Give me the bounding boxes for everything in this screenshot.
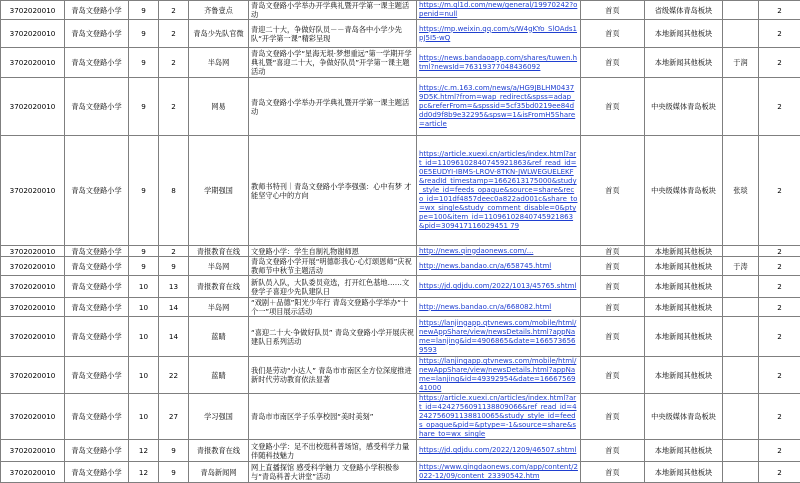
month-cell: 9 xyxy=(129,136,159,246)
url-link[interactable]: https://www.qingdaonews.com/app/content/2022-12/09/content_23390542.htm xyxy=(417,462,581,483)
url-link[interactable]: https://lanjingapp.qtvnews.com/mobile/html/newAppShare/view/newsDetails.html?appName=lanjing&id=49392954&date=1666756941000 xyxy=(417,357,581,394)
day-cell: 14 xyxy=(159,317,189,357)
day-cell: 2 xyxy=(159,78,189,136)
school-name-cell: 青岛文登路小学 xyxy=(65,257,129,276)
page-cell: 首页 xyxy=(581,462,645,483)
school-code-cell: 3702020010 xyxy=(1,246,65,257)
table-row xyxy=(1,20,800,48)
media-cell: 学习强国 xyxy=(189,394,249,440)
table-row xyxy=(1,317,800,357)
school-name-cell: 青岛文登路小学 xyxy=(65,317,129,357)
school-code-cell: 3702020010 xyxy=(1,317,65,357)
count-cell: 2 xyxy=(759,246,800,257)
url-link[interactable]: https://jd.qdjdu.com/2022/1209/46507.shtml xyxy=(417,440,581,462)
month-cell: 12 xyxy=(129,462,159,483)
title-cell: 网上直播探馆 感受科学魅力 文登路小学积极参与“青岛科普大讲堂”活动 xyxy=(249,462,417,483)
day-cell: 2 xyxy=(159,20,189,48)
page-cell: 首页 xyxy=(581,440,645,462)
table-row xyxy=(1,48,800,78)
media-cell: 青岛新闻网 xyxy=(189,462,249,483)
page-cell: 首页 xyxy=(581,48,645,78)
media-cell: 学期强国 xyxy=(189,136,249,246)
table-row xyxy=(1,1,800,20)
day-cell: 27 xyxy=(159,394,189,440)
section-cell: 本地新闻其他板块 xyxy=(645,462,723,483)
count-cell: 2 xyxy=(759,48,800,78)
person-cell xyxy=(723,317,759,357)
person-cell xyxy=(723,1,759,20)
person-cell: 张琰 xyxy=(723,136,759,246)
title-cell: 文登路小学：学生自制礼物谢师恩 xyxy=(249,246,417,257)
month-cell: 9 xyxy=(129,257,159,276)
table-row xyxy=(1,357,800,394)
title-cell: 青迎二十大，争做好队员－－青岛各中小学少先队“开学第一课”精彩呈现 xyxy=(249,20,417,48)
media-cell: 齐鲁壹点 xyxy=(189,1,249,20)
table-row xyxy=(1,276,800,298)
school-name-cell: 青岛文登路小学 xyxy=(65,20,129,48)
url-link[interactable]: https://news.bandaoapp.com/shares/tuwen.html?newsId=76319377048436092 xyxy=(417,48,581,78)
school-code-cell: 3702020010 xyxy=(1,357,65,394)
person-cell xyxy=(723,276,759,298)
school-code-cell: 3702020010 xyxy=(1,298,65,317)
title-cell: 我们是劳动“小达人” 青岛市市南区全方位深度推进新时代劳动教育依法显著 xyxy=(249,357,417,394)
section-cell: 本地新闻其他板块 xyxy=(645,20,723,48)
count-cell: 2 xyxy=(759,357,800,394)
month-cell: 9 xyxy=(129,246,159,257)
school-code-cell: 3702020010 xyxy=(1,257,65,276)
section-cell: 中央级媒体青岛板块 xyxy=(645,136,723,246)
count-cell: 2 xyxy=(759,136,800,246)
person-cell xyxy=(723,298,759,317)
count-cell: 2 xyxy=(759,78,800,136)
month-cell: 9 xyxy=(129,48,159,78)
count-cell: 2 xyxy=(759,257,800,276)
title-cell: 青岛文登路小学举办开学典礼暨开学第一课主题活动 xyxy=(249,1,417,20)
media-cell: 蓝睛 xyxy=(189,317,249,357)
table-row xyxy=(1,440,800,462)
person-cell xyxy=(723,78,759,136)
table-body xyxy=(1,1,800,483)
school-name-cell: 青岛文登路小学 xyxy=(65,357,129,394)
url-link[interactable]: http://news.bandao.cn/a/668082.html xyxy=(417,298,581,317)
day-cell: 22 xyxy=(159,357,189,394)
count-cell: 2 xyxy=(759,440,800,462)
day-cell: 9 xyxy=(159,440,189,462)
url-link[interactable]: https://mp.weixin.qq.com/s/W4gKYo_SlOAds1pJ5I5-wQ xyxy=(417,20,581,48)
school-name-cell: 青岛文登路小学 xyxy=(65,298,129,317)
school-code-cell: 3702020010 xyxy=(1,20,65,48)
count-cell: 2 xyxy=(759,20,800,48)
school-code-cell: 3702020010 xyxy=(1,78,65,136)
title-cell: “戏剧＋品德”阳光少年行 青岛文登路小学举办“十个一”项目展示活动 xyxy=(249,298,417,317)
school-name-cell: 青岛文登路小学 xyxy=(65,136,129,246)
count-cell: 2 xyxy=(759,394,800,440)
school-name-cell: 青岛文登路小学 xyxy=(65,440,129,462)
media-cell: 半岛网 xyxy=(189,257,249,276)
day-cell: 8 xyxy=(159,136,189,246)
school-code-cell: 3702020010 xyxy=(1,136,65,246)
month-cell: 10 xyxy=(129,317,159,357)
title-cell: 文登路小学：足不出校逛科普场馆，感受科学力量伴随科技魅力 xyxy=(249,440,417,462)
day-cell: 2 xyxy=(159,1,189,20)
media-cell: 蓝睛 xyxy=(189,357,249,394)
school-name-cell: 青岛文登路小学 xyxy=(65,48,129,78)
count-cell: 2 xyxy=(759,1,800,20)
page-cell: 首页 xyxy=(581,136,645,246)
title-cell: 青岛文登路小学举办开学典礼暨开学第一课主题活动 xyxy=(249,78,417,136)
month-cell: 9 xyxy=(129,78,159,136)
url-link[interactable]: https://c.m.163.com/news/a/HG9JBLHM04379D5K.html?from=wap_redirect&spss=adap_pc&referFrom=&spssid=5cf35bd0219ee84ddd0d9f8b9e32295&spsw=1&isFromH5Share=article xyxy=(417,78,581,136)
person-cell xyxy=(723,20,759,48)
url-link[interactable]: http://news.bandao.cn/a/658745.html xyxy=(417,257,581,276)
page-cell: 首页 xyxy=(581,357,645,394)
media-cell: 青报教育在线 xyxy=(189,440,249,462)
page-cell: 首页 xyxy=(581,298,645,317)
title-cell: “喜迎二十大·争做好队员” 青岛文登路小学开展庆祝建队日系列活动 xyxy=(249,317,417,357)
section-cell: 本地新闻其他板块 xyxy=(645,317,723,357)
school-code-cell: 3702020010 xyxy=(1,1,65,20)
table-row xyxy=(1,136,800,246)
table-row xyxy=(1,78,800,136)
school-code-cell: 3702020010 xyxy=(1,394,65,440)
title-cell: 教师书特刊｜青岛文登路小学李强强：心中有梦 才能坚守心中的方向 xyxy=(249,136,417,246)
school-code-cell: 3702020010 xyxy=(1,440,65,462)
table-row xyxy=(1,462,800,483)
page-cell: 首页 xyxy=(581,317,645,357)
person-cell xyxy=(723,462,759,483)
day-cell: 13 xyxy=(159,276,189,298)
table-row xyxy=(1,246,800,257)
school-name-cell: 青岛文登路小学 xyxy=(65,246,129,257)
school-code-cell: 3702020010 xyxy=(1,462,65,483)
person-cell xyxy=(723,246,759,257)
count-cell: 2 xyxy=(759,462,800,483)
month-cell: 9 xyxy=(129,1,159,20)
title-cell: 新队员入队，大队委员竞选，打开红色基地……文登学子喜迎少先队建队日 xyxy=(249,276,417,298)
day-cell: 2 xyxy=(159,48,189,78)
url-link[interactable]: http://news.qingdaonews.com/... xyxy=(417,246,581,257)
url-link[interactable]: https://article.xuexi.cn/articles/index.html?art_id=4242756091138809066&ref_read_id=4242756091138810065&study_style_id=feeds_opaque&pid=&ptype=-1&source=share&share_to=wx_single xyxy=(417,394,581,440)
school-name-cell: 青岛文登路小学 xyxy=(65,78,129,136)
month-cell: 10 xyxy=(129,298,159,317)
page-cell: 首页 xyxy=(581,1,645,20)
section-cell: 本地新闻其他板块 xyxy=(645,257,723,276)
page-cell: 首页 xyxy=(581,257,645,276)
school-name-cell: 青岛文登路小学 xyxy=(65,1,129,20)
media-cell: 青报教育在线 xyxy=(189,276,249,298)
person-cell: 于涛 xyxy=(723,257,759,276)
section-cell: 本地新闻其他板块 xyxy=(645,276,723,298)
media-cell: 青报教育在线 xyxy=(189,246,249,257)
table-row xyxy=(1,298,800,317)
school-name-cell: 青岛文登路小学 xyxy=(65,394,129,440)
url-link[interactable]: https://jd.qdjdu.com/2022/1013/45765.shtml xyxy=(417,276,581,298)
person-cell xyxy=(723,357,759,394)
title-cell: 青岛文登路小学“星海无垠·梦想重远”第一学期开学典礼暨“喜迎二十大，争做好队员”开学第一课主题活动 xyxy=(249,48,417,78)
media-cell: 青岛少先队官微 xyxy=(189,20,249,48)
page-cell: 首页 xyxy=(581,20,645,48)
section-cell: 本地新闻其他板块 xyxy=(645,298,723,317)
count-cell: 2 xyxy=(759,317,800,357)
day-cell: 2 xyxy=(159,246,189,257)
count-cell: 2 xyxy=(759,298,800,317)
section-cell: 本地新闻其他板块 xyxy=(645,440,723,462)
day-cell: 9 xyxy=(159,462,189,483)
count-cell: 2 xyxy=(759,276,800,298)
page-cell: 首页 xyxy=(581,246,645,257)
school-name-cell: 青岛文登路小学 xyxy=(65,462,129,483)
media-cell: 半岛网 xyxy=(189,48,249,78)
month-cell: 10 xyxy=(129,357,159,394)
person-cell xyxy=(723,440,759,462)
url-link[interactable]: https://article.xuexi.cn/articles/index.html?art_id=11096102840745921863&ref_read_id=0E5EUDYI-IBMS-LROV-8TKN-JWLWEGUELEKF&readId_timestamp=1662613175000&study_style_id=feeds_opaque&source=share&reco_id=101df4857deec0a822ad001c&share_to=wx_single&study_comment_disable=0&ptype=100&item_id=11096102840745921863&pid=309417116029451 79 xyxy=(417,136,581,246)
page-cell: 首页 xyxy=(581,78,645,136)
section-cell: 中央级媒体青岛板块 xyxy=(645,78,723,136)
table-row xyxy=(1,257,800,276)
page-cell: 首页 xyxy=(581,276,645,298)
url-link[interactable]: https://m.ql1d.com/new/general/19970242?openid=null xyxy=(417,1,581,20)
day-cell: 14 xyxy=(159,298,189,317)
month-cell: 10 xyxy=(129,394,159,440)
day-cell: 9 xyxy=(159,257,189,276)
url-link[interactable]: https://lanjingapp.qtvnews.com/mobile/html/newAppShare/view/newsDetails.html?appName=lanjing&id=4906865&date=1665736569593 xyxy=(417,317,581,357)
month-cell: 9 xyxy=(129,20,159,48)
title-cell: 青岛文登路小学开展“明德彰我心·心灯颂恩师”庆祝教师节中秋节主题活动 xyxy=(249,257,417,276)
school-code-cell: 3702020010 xyxy=(1,48,65,78)
media-cell: 半岛网 xyxy=(189,298,249,317)
school-code-cell: 3702020010 xyxy=(1,276,65,298)
title-cell: 青岛市市南区学子乐享校园“美时美刻” xyxy=(249,394,417,440)
school-name-cell: 青岛文登路小学 xyxy=(65,276,129,298)
section-cell: 本地新闻其他板块 xyxy=(645,357,723,394)
section-cell: 省级媒体青岛板块 xyxy=(645,1,723,20)
section-cell: 中央级媒体青岛板块 xyxy=(645,394,723,440)
page-cell: 首页 xyxy=(581,394,645,440)
month-cell: 12 xyxy=(129,440,159,462)
person-cell: 于润 xyxy=(723,48,759,78)
section-cell: 本地新闻其他板块 xyxy=(645,246,723,257)
media-cell: 网易 xyxy=(189,78,249,136)
month-cell: 10 xyxy=(129,276,159,298)
section-cell: 本地新闻其他板块 xyxy=(645,48,723,78)
